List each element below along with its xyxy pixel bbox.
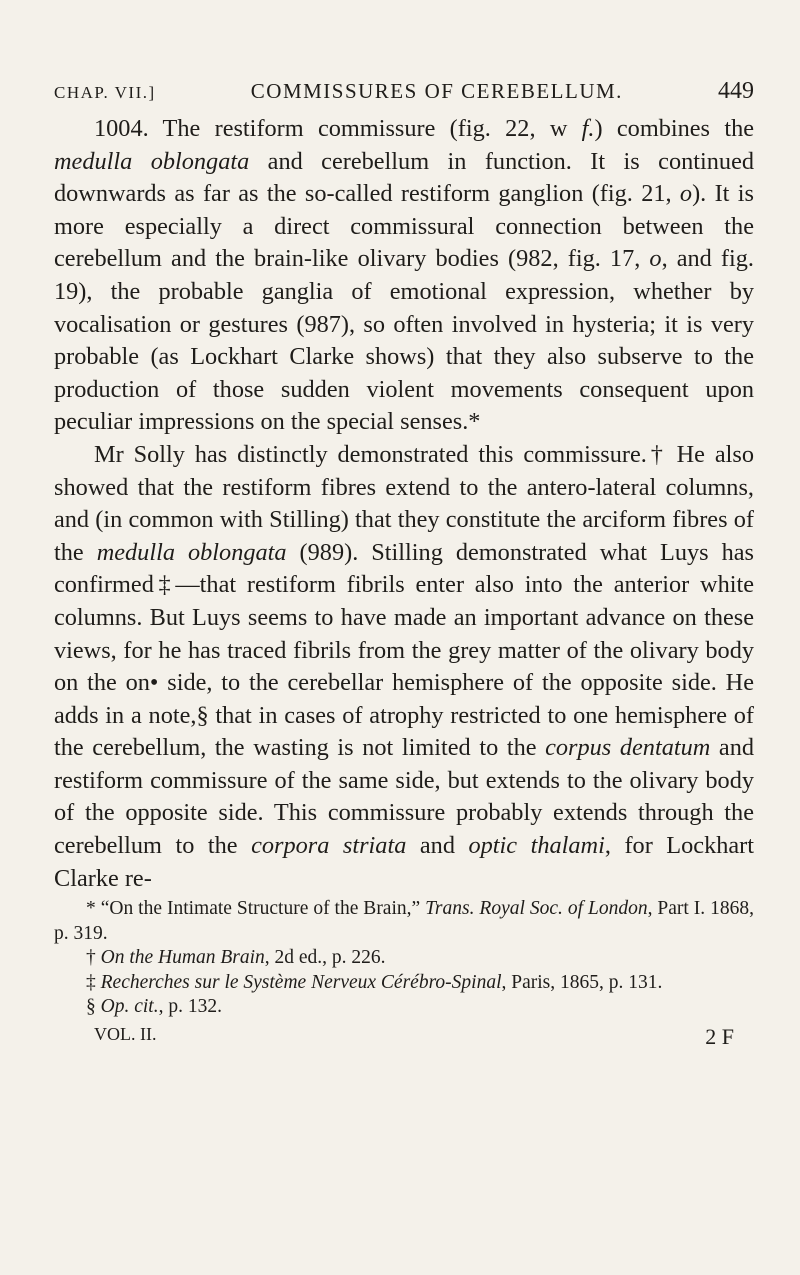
running-title: COMMISSURES OF CEREBELLUM. [250, 79, 623, 103]
footnotes [54, 897, 754, 1020]
footnote: ‡ Recherches sur le Système Nerveux Cérébro-Spinal, Paris, 1865, p. 131. [86, 971, 663, 993]
footnote: * “On the Intimate Structure of the Brain,” Trans. Royal Soc. of London, Part I. 1868, p. 319. [54, 898, 754, 944]
chapter-label: CHAP. VII.] [54, 83, 156, 102]
volume-label: VOL. II. [94, 1023, 157, 1044]
paragraph-solly: Mr Solly has distinctly demonstrated this commissure.† He also showed that the restiform fibres extend to the antero-lateral columns, and (in common with Stilling) that they constitute the arciform fibres of the medulla oblongata (989). Stilling demonstrated what Luys has confirmed‡—that restiform fibrils enter also into the anterior white columns. But Luys seems to have made an important advance on these views, for he has traced fibrils from the grey matter of the olivary body on the on• side, to the cerebellar hemisphere of the opposite side. He adds in a note,§ that in cases of atrophy restricted to one hemisphere of the cerebellum, the wasting is not limited to the corpus dentatum and restiform commissure of the same side, but extends to the olivary body of the opposite side. This commissure probably extends through the cerebellum to the corpora striata and optic thalami, for Lockhart Clarke re- [54, 440, 755, 892]
page-footer [54, 1024, 754, 1050]
footnote: † On the Human Brain, 2d ed., p. 226. [86, 947, 386, 969]
footnote: § Op. cit., p. 132. [86, 996, 222, 1018]
paragraph-1004: 1004. The restiform commissure (fig. 22, w f.) combines the medulla oblongata and cerebellum in function. It is continued downwards as far as the so-called restiform ganglion (fig. 21, o). It is more especially a direct commissural connection between the cerebellum and the brain-like olivary bodies (982, fig. 17, o, and fig. 19), the probable ganglia of emotional expression, whether by vocalisation or gestures (987), so often involved in hysteria; it is very probable (as Lockhart Clarke shows) that they also subserve to the production of those sudden violent movements consequent upon peculiar impressions on the special senses.* [54, 115, 754, 436]
running-header [54, 78, 754, 105]
signature-mark: 2 F [705, 1023, 734, 1049]
page-number: 449 [718, 78, 754, 104]
